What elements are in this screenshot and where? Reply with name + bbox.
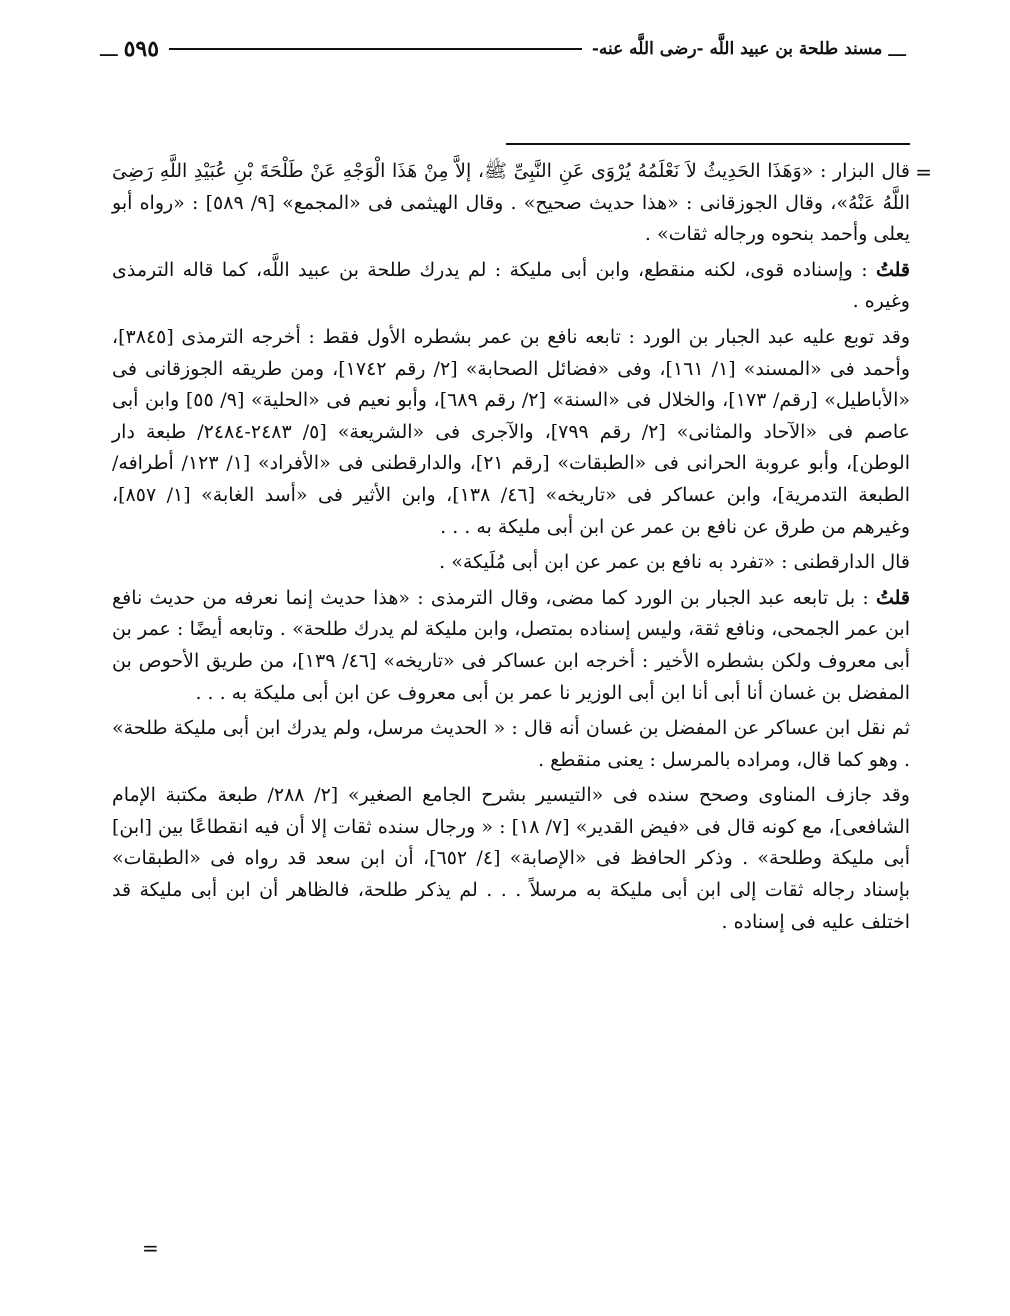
paragraph-text: وقد توبع عليه عبد الجبار بن الورد : تابعه نافع بن عمر بشطره الأول فقط : أخرجه الترمذى [٣٨٤٥]، وأحمد فى «المسند» [١/ ١٦١]، وفى «فضائل الصحابة» [٢/ رقم ١٧٤٢]، ومن طريقه الجوزقانى فى «الأباطيل» [رقم/ ١٧٣]، والخلال فى «السنة» [٢/ رقم ٦٨٩]، وأبو نعيم فى «الحلية» [٩/ ٥٥] وابن أبى عاصم فى «الآحاد والمثانى» [٢/ رقم ٧٩٩]، والآجرى فى «الشريعة» [٥/ ٢٤٨٣-٢٤٨٤/ طبعة دار الوطن]، وأبو عروبة الحرانى فى «الطبقات» [رقم ٢١]، والدارقطنى فى «الأفراد» [١/ ١٢٣/ أطرافه/ الطبعة التدمرية]، وابن عساكر فى «تاريخه» [٤٦/ ١٣٨]، وابن الأثير فى «أسد الغابة» [١/ ٨٥٧]، وغيرهم من طرق عن نافع بن عمر عن ابن أبى مليكة به . . . [112,325,910,538]
running-title: مسند طلحة بن عبيد اللَّه -رضى اللَّه عنه- [591,39,883,59]
paragraph-qultu-2 [112,583,910,709]
paragraph-text: قال البزار : «وَهَذَا الحَدِيثُ لاَ نَعْلَمُهُ يُرْوَى عَنِ النَّبِىِّ ﷺ، إلاَّ مِنْ هَذَا الْوَجْهِ عَنْ طَلْحَةَ بْنِ عُبَيْدِ اللَّهِ رَضِىَ اللَّهُ عَنْهُ»، وقال الجوزقانى : «هذا حديث صحيح» . وقال الهيثمى فى «المجمع» [٩/ ٥٨٩] : «رواه أبو يعلى وأحمد بنحوه ورجاله ثقات» . [112,160,910,246]
header-leading-dash: ـــ [888,37,906,61]
qultu-lead: قلتُ [875,586,910,609]
footnote-separator [506,143,910,145]
paragraph-daraqutni [112,547,910,579]
paragraph-bazzar [112,156,910,251]
paragraph-tuwbi [112,322,910,543]
paragraph-text: قال الدارقطنى : «تفرد به نافع بن عمر عن ابن أبى مُلَيكة» . [439,551,910,574]
paragraph-ibn-asakir [112,713,910,776]
paragraph-munawi [112,780,910,938]
paragraph-qultu-1 [112,255,910,318]
paragraph-text: ثم نقل ابن عساكر عن المفضل بن غسان أنه قال : « الحديث مرسل، ولم يدرك ابن أبى مليكة طلحة» . وهو كما قال، ومراده بالمرسل : يعنى منقطع . [112,717,910,771]
continuation-mark-start: = [915,160,932,184]
qultu-lead: قلتُ [875,258,910,281]
running-header [100,32,906,66]
continuation-mark-end: = [142,1236,159,1260]
paragraph-text: وقد جازف المناوى وصحح سنده فى «التيسير بشرح الجامع الصغير» [٢/ ٢٨٨/ طبعة مكتبة الإمام الشافعى]، مع كونه قال فى «فيض القدير» [٧/ ١٨] : « ورجال سنده ثقات إلا أن فيه انقطاعًا بين [ابن] أبى مليكة وطلحة» . وذكر الحافظ فى «الإصابة» [٤/ ٦٥٢]، أن ابن سعد قد رواه فى «الطبقات» بإسناد رجاله ثقات إلى ابن أبى مليكة به مرسلاً . . . لم يذكر طلحة، فالظاهر أن ابن أبى مليكة قد اختلف عليه فى إسناده . [112,784,910,933]
header-rule [169,48,582,50]
paragraph-text: : وإسناده قوى، لكنه منقطع، وابن أبى مليكة : لم يدرك طلحة بن عبيد اللَّه، كما قاله الترمذى وغيره . [112,258,910,313]
page-number: ٥٩٥ [123,36,160,62]
footnote-body [112,156,910,942]
header-trailing-dash: ـــ [100,37,118,61]
paragraph-text: : بل تابعه عبد الجبار بن الورد كما مضى، وقال الترمذى : «هذا حديث إنما نعرفه من حديث نافع ابن عمر الجمحى، ونافع ثقة، وليس إسناده بمتصل، وابن مليكة لم يدرك طلحة» . وتابعه أيضًا : عمر بن أبى معروف ولكن بشطره الأخير : أخرجه ابن عساكر فى «تاريخه» [٤٦/ ١٣٩]، من طريق الأحوص بن المفضل بن غسان أنا أبى أنا ابن أبى الوزير نا عمر بن أبى معروف عن ابن أبى مليكة به . . . [112,586,910,704]
